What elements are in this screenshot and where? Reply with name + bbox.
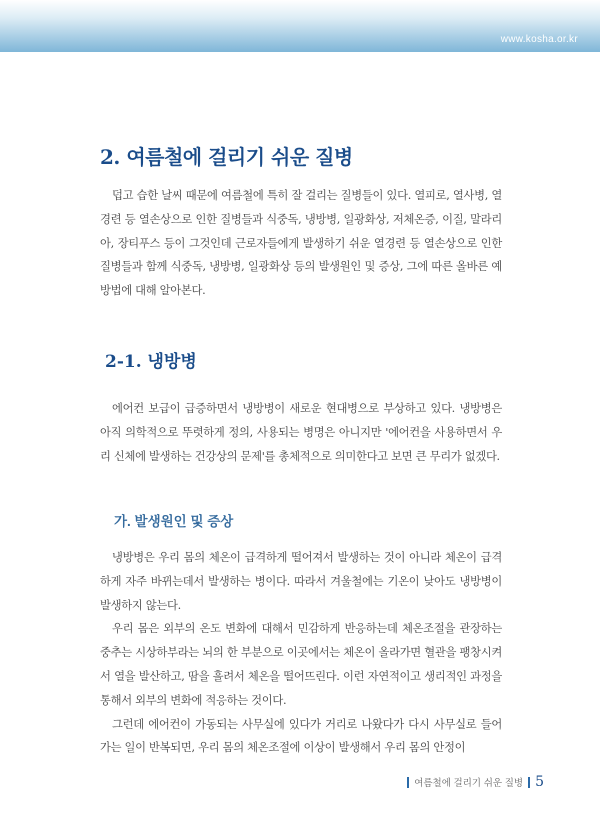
site-url: www.kosha.or.kr (500, 34, 578, 45)
section-title: 2. 여름철에 걸리기 쉬운 질병 (100, 145, 353, 169)
page-number: 5 (535, 774, 544, 790)
header-band (0, 0, 600, 52)
subsection-title: 2-1. 냉방병 (105, 352, 197, 372)
body-paragraph: 그런데 에어컨이 가동되는 사무실에 있다가 거리로 나왔다가 다시 사무실로 들어가는 일이 반복되면, 우리 몸의 체온조절에 이상이 발생해서 우리 몸의 안정이 (100, 717, 502, 755)
subsection-text: 에어컨 보급이 급증하면서 냉방병이 새로운 현대병으로 부상하고 있다. 냉방병은 아직 의학적으로 뚜렷하게 정의, 사용되는 병명은 아니지만 '에어컨을 사용하면서 우리 신체에 발생하는 건강상의 문제'를 총체적으로 의미한다고 보면 큰 무리가 없겠다. (100, 402, 502, 463)
footer-divider (528, 777, 530, 788)
body-paragraph: 우리 몸은 외부의 온도 변화에 대해서 민감하게 반응하는데 체온조절을 관장하는 중추는 시상하부라는 뇌의 한 부분으로 이곳에서는 체온이 올라가면 혈관을 팽창시켜서 열을 발산하고, 땀을 흘려서 체온을 떨어뜨린다. 이런 자연적이고 생리적인 과정을 통해서 외부의 변화에 적응하는 것이다. (100, 622, 502, 707)
running-title: 여름철에 걸리기 쉬운 질병 (414, 778, 524, 789)
subsection-paragraph (100, 397, 502, 468)
footer-divider (407, 777, 409, 788)
intro-text: 덥고 습한 날씨 때문에 여름철에 특히 잘 걸리는 질병들이 있다. 열피로, 열사병, 열경련 등 열손상으로 인한 질병들과 식중독, 냉방병, 일광화상, 저체온증, 이질, 말라리아, 장티푸스 등이 그것인데 근로자들에게 발생하기 쉬운 열경련 등 열손상으로 인한 질병들과 함께 식중독, 냉방병, 일광화상 등의 발생원인 및 증상, 그에 따른 올바른 예방법에 대해 알아본다. (100, 189, 502, 298)
intro-paragraph (100, 184, 502, 303)
body-paragraphs (100, 546, 502, 760)
page-footer (407, 774, 544, 790)
body-paragraph: 냉방병은 우리 몸의 체온이 급격하게 떨어져서 발생하는 것이 아니라 체온이 급격하게 자주 바뀌는데서 발생하는 병이다. 따라서 겨울철에는 기온이 낮아도 냉방병이 발생하지 않는다. (100, 551, 502, 612)
subsubsection-title: 가. 발생원인 및 증상 (114, 514, 234, 529)
